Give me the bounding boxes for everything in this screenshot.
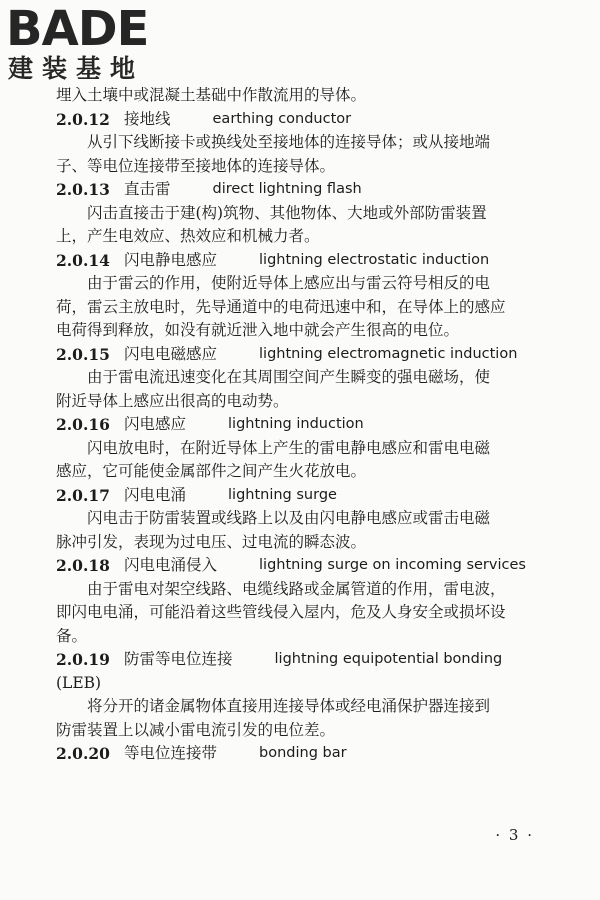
logo-wordmark: BADE [6, 1, 149, 57]
term-chinese: 直击雷 [124, 180, 171, 198]
definition-line: 电荷得到释放，如没有就近泄入地中就会产生很高的电位。 [56, 321, 460, 339]
term-english: lightning surge on incoming services [259, 557, 526, 573]
term-chinese: 闪电感应 [124, 415, 187, 433]
definition-line: 闪电击于防雷装置或线路上以及由闪电静电感应或雷击电磁 [87, 509, 491, 527]
definition-line: 将分开的诸金属物体直接用连接导体或经电涌保护器连接到 [87, 697, 491, 715]
term-heading [56, 178, 552, 202]
term-english: bonding bar [259, 745, 347, 761]
term-english: lightning surge [228, 486, 337, 503]
term-number: 2.0.12 [56, 109, 110, 129]
definition-line: 闪电放电时，在附近导体上产生的雷电静电感应和雷电电磁 [87, 438, 491, 457]
term-abbreviation: (LEB) [56, 673, 102, 692]
definition-line: 闪击直接击于建(构)筑物、其他物体、大地或外部防雷装置 [87, 203, 487, 222]
term-number: 2.0.17 [56, 485, 110, 505]
term-chinese: 防雷等电位连接 [124, 650, 233, 668]
term-chinese: 闪电电涌侵入 [124, 556, 218, 574]
definition-line: 脉冲引发，表现为过电压、过电流的瞬态波。 [56, 532, 367, 551]
logo-subtitle: 建装基地 [8, 54, 145, 83]
term-english: lightning electromagnetic induction [259, 345, 518, 362]
term-chinese: 闪电电涌 [124, 485, 187, 504]
term-chinese: 闪电电磁感应 [124, 344, 218, 363]
term-number: 2.0.16 [56, 415, 110, 434]
definition-line: 上，产生电效应、热效应和机械力者。 [56, 227, 320, 245]
term-heading [56, 648, 552, 672]
definition-line: 附近导体上感应出很高的电动势。 [56, 391, 289, 410]
continued-paragraph: 埋入土壤中或混凝土基础中作散流用的导体。 [56, 86, 367, 104]
term-chinese: 闪电静电感应 [124, 250, 218, 269]
term-number: 2.0.14 [56, 250, 110, 270]
definition-line: 由于雷电流迅速变化在其周围空间产生瞬变的强电磁场，使 [87, 368, 491, 386]
definition-line: 子、等电位连接带至接地体的连接导体。 [56, 156, 336, 175]
term-english: lightning induction [228, 416, 364, 432]
definition-line: 由于雷云的作用，使附近导体上感应出与雷云符号相反的电 [87, 274, 491, 292]
definition-line: 荷，雷云主放电时，先导通道中的电荷迅速中和，在导体上的感应 [56, 297, 506, 316]
term-heading [56, 554, 552, 578]
term-chinese: 接地线 [124, 109, 171, 128]
term-heading [56, 249, 552, 273]
definition-line: 从引下线断接卡或换线处至接地体的连接导体；或从接地端 [87, 133, 491, 151]
term-heading [56, 484, 552, 508]
term-heading [56, 108, 552, 132]
term-number: 2.0.19 [56, 650, 110, 669]
definition-line: 即闪电电涌，可能沿着这些管线侵入屋内，危及人身安全或损坏设 [56, 603, 506, 621]
term-english: earthing conductor [212, 110, 352, 127]
term-english: lightning equipotential bonding [274, 651, 503, 667]
term-heading [56, 742, 552, 766]
brand-logo [6, 1, 176, 84]
term-number: 2.0.20 [56, 744, 110, 763]
definition-line: 备。 [56, 626, 88, 645]
term-chinese: 等电位连接带 [124, 744, 218, 762]
page-number: · 3 · [495, 826, 534, 844]
definition-line: 防雷装置上以减小雷电流引发的电位差。 [56, 720, 336, 739]
term-english: lightning electrostatic induction [259, 251, 490, 268]
term-number: 2.0.18 [56, 556, 110, 575]
definition-line: 感应，它可能使金属部件之间产生火花放电。 [56, 462, 367, 480]
term-english: direct lightning flash [212, 181, 362, 197]
document-body [56, 84, 552, 766]
term-heading [56, 413, 552, 437]
definition-line: 由于雷电对架空线路、电缆线路或金属管道的作用，雷电波， [87, 579, 506, 598]
term-number: 2.0.15 [56, 344, 110, 364]
term-number: 2.0.13 [56, 180, 110, 199]
term-heading [56, 343, 552, 367]
